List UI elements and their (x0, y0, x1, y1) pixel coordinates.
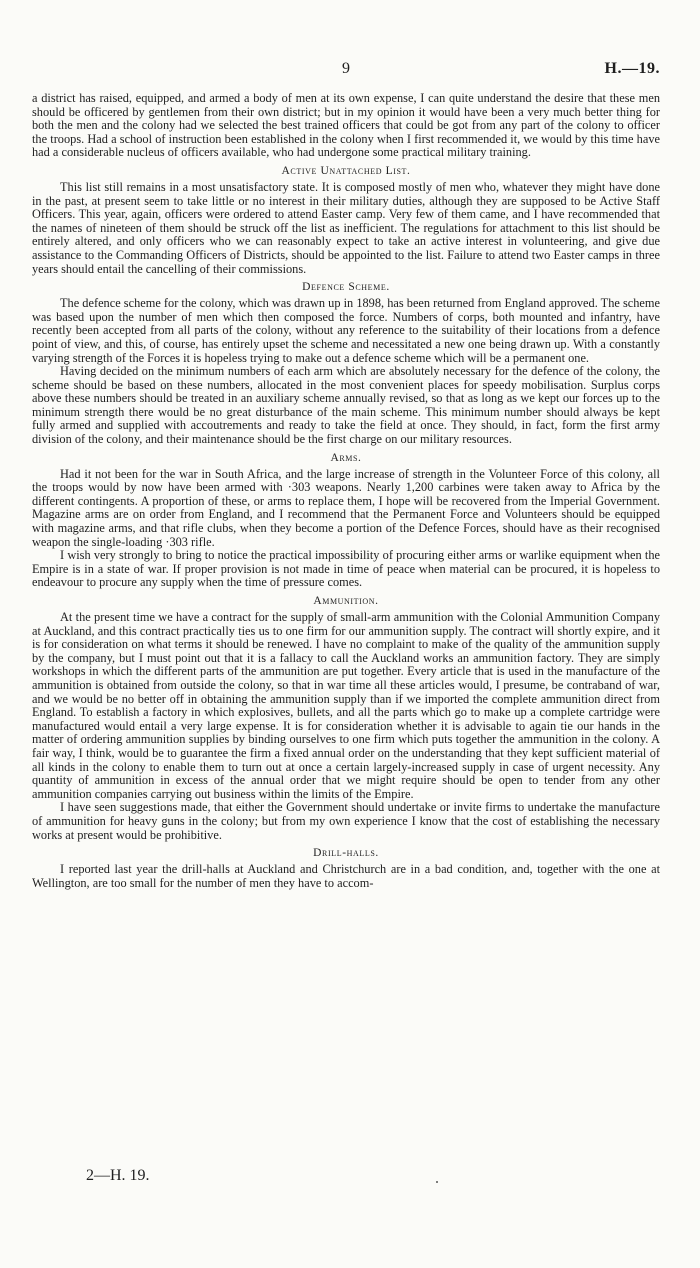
body-text (32, 92, 660, 890)
paragraph: At the present time we have a contract for the supply of small-arm ammunition with the Colonial Ammunition Company at Auckland, and this contract practically ties us to one firm for our ammunition supply. The contract will shortly expire, and it is for consideration on what terms it should be renewed. I have no complaint to make of the quality of the ammunition supply by the company, but I must point out that it is a fallacy to call the Auckland works an ammunition factory. They are simply workshops in which the different parts of the ammunition are put together. Every article that is used in the manufacture of the ammunition is obtained from outside the colony, so that in war time all these articles would, I presume, be contraband of war, and we would be no better off in obtaining the ammunition supply than if we imported the complete ammunition direct from England. To establish a factory in which explosives, bullets, and all the parts which go to make up a complete cartridge were manufactured would entail a very large expense. It is for consideration whether it is advisable to again tie our hands in the matter of ordering ammunition supplies by binding ourselves to one firm which puts together the ammunition in the colony. A fair way, I think, would be to guarantee the firm a fixed annual order on the understanding that they kept sufficient material of all kinds in the colony to enable them to turn out at once a certain largely-increased supply in case of urgent necessity. Any quantity of ammunition in excess of the annual order that we might require should be open to tender from any other ammunition companies carrying out business within the limits of the Empire. (32, 610, 660, 801)
paragraph: Having decided on the minimum numbers of each arm which are absolutely necessary for the defence of the colony, the scheme should be based on these numbers, allocated in the most convenient places for speedy mobilisation. Surplus corps above these numbers should be treated in an auxiliary scheme annually revised, so that as long as we kept our forces up to the minimum strength there would be no great disturbance of the main scheme. This minimum number should always be kept fully armed and supplied with accoutrements and ready to take the field at once. They should, in fact, form the first army division of the colony, and their maintenance should be the first charge on our military resources. (32, 364, 660, 447)
signature-mark: 2—H. 19. (86, 1167, 150, 1184)
section-heading-defence-scheme: Defence Scheme. (302, 281, 390, 294)
ink-speck (436, 1181, 438, 1183)
paragraph: The defence scheme for the colony, which was drawn up in 1898, has been returned from England approved. The scheme was based upon the number of men which then composed the force. Numbers of corps, both mounted and infantry, have recently been accepted from all parts of the colony, without any reference to the suitability of their locations from a defence point of view, and this, of course, has entirely upset the scheme and necessitated a new one being drawn up. With a constantly varying strength of the Forces it is hopeless trying to make out a defence scheme which will be a permanent one. (32, 296, 660, 365)
page-header (32, 60, 660, 80)
paragraph: Had it not been for the war in South Africa, and the large increase of strength in the Volunteer Force of this colony, all the troops would by now have been armed with ·303 weapons. Nearly 1,200 carbines were taken away to Africa by the different contingents. A proportion of these, or arms to replace them, I hope will be recovered from the Imperial Government. Magazine arms are on order from England, and I recommend that the Permanent Force and Volunteers should be equipped with magazine arms, and that rifle clubs, when they become a portion of the Defence Forces, should have as their recognised weapon the single-loading ·303 rifle. (32, 466, 660, 549)
section-heading-ammunition: Ammunition. (313, 595, 379, 607)
paragraph: This list still remains in a most unsatisfactory state. It is composed mostly of men who, whatever they might have done in the past, at present seem to take little or no interest in their military duties, although they are supposed to be Active Staff Officers. This year, again, officers were ordered to attend Easter camp. Very few of them came, and I have recommended that the names of nineteen of them should be struck off the list as inefficient. The regulations for attachment to this list should be entirely altered, and only officers who we can reasonably expect to take an active interest in volunteering, and give due assistance to the Commanding Officers of Districts, should be appointed to the list. Failure to attend two Easter camps in three years should entail the cancelling of their commissions. (32, 179, 660, 276)
section-heading-arms: Arms. (330, 451, 362, 464)
section-heading-drill-halls: Drill-halls. (313, 847, 379, 860)
page-number: 9 (342, 60, 350, 77)
opening-paragraph: a district has raised, equipped, and armed a body of men at its own expense, I can quite understand the desire that these men should be officered by gentlemen from their own district; but in my opinion it would have been a very much better thing for both the men and the colony had we selected the best trained officers that could be got from any part of the colony to officer the troops. Had a school of instruction been established in the colony when I first recommended it, we would by this time have had a considerable nucleus of officers available, who had undergone some practical military training. (32, 91, 660, 160)
paragraph: I wish very strongly to bring to notice the practical impossibility of procuring either arms or warlike equipment when the Empire is in a state of war. If proper provision is not made in time of peace when material can be procured, it is hopeless to endeavour to procure any supply when the time of pressure comes. (32, 548, 660, 590)
section-heading-active-unattached-list: Active Unattached List. (281, 164, 411, 177)
paragraph: I have seen suggestions made, that either the Government should undertake or invite firms to undertake the manufacture of ammunition for heavy guns in the colony; but from my own experience I know that the cost of establishing the necessary works at present would be prohibitive. (32, 800, 660, 842)
document-reference: H.—19. (604, 60, 660, 77)
paragraph: I reported last year the drill-halls at Auckland and Christchurch are in a bad condition, and, together with the one at Wellington, are too small for the number of men they have to accom- (32, 862, 660, 890)
